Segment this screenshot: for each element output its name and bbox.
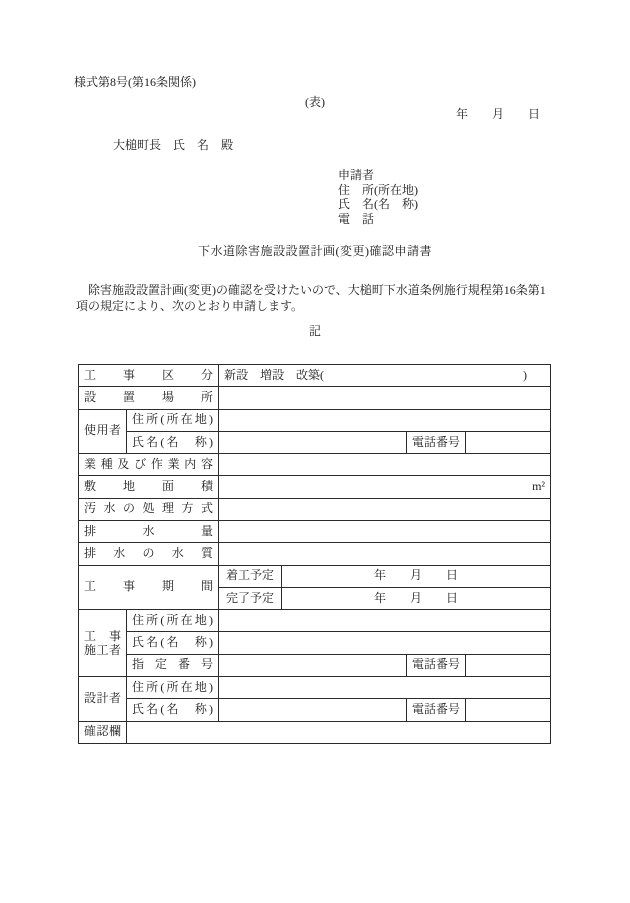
drainage-quality-value-cell: [219, 543, 551, 565]
designer-phone-label: 電話番号: [407, 699, 466, 721]
installation-location-label: 設置場所: [79, 387, 219, 409]
confirmation-label: 確認欄: [79, 721, 127, 744]
designer-name-value-cell: [219, 699, 407, 721]
row-drainage-volume: [79, 520, 551, 542]
designer-phone-value-cell: [466, 699, 551, 721]
sewage-treatment-value-cell: [219, 498, 551, 520]
sewage-treatment-label: 汚水の処理方式: [79, 498, 219, 520]
row-designer-name: [79, 699, 551, 721]
body-line-1: 除害施設設置計画(変更)の確認を受けたいので、大槌町下水道条例施行規程第16条第1: [76, 283, 546, 297]
row-user-address: [79, 409, 551, 431]
user-name-value-cell: [219, 431, 407, 453]
body-line-2: 項の規定により、次のとおり申請します。: [76, 298, 304, 313]
period-end-label: 完了予定: [219, 587, 282, 609]
applicant-block: [338, 168, 418, 226]
applicant-phone-label: 電 話: [338, 211, 375, 226]
contractor-address-label: 住所(所在地): [127, 610, 219, 632]
document-title: 下水道除害施設設置計画(変更)確認申請書: [198, 244, 432, 258]
contractor-name-value-cell: [219, 632, 551, 654]
user-group-label: 使用者: [79, 409, 127, 454]
row-period-start: [79, 565, 551, 587]
confirmation-value-cell: [127, 721, 551, 744]
site-area-label: 敷地面積: [79, 476, 219, 498]
row-site-area: [79, 476, 551, 498]
date-line: 年 月 日: [456, 107, 541, 121]
drainage-quality-label: 排水の水質: [79, 543, 219, 565]
period-start-label: 着工予定: [219, 565, 282, 587]
applicant-name-label: 氏 名(名 称): [338, 197, 418, 212]
applicant-address-label: 住 所(所在地): [338, 182, 418, 197]
construction-period-label: 工事期間: [79, 565, 219, 610]
body-paragraph: [76, 283, 558, 314]
contractor-label-line1: 工事: [84, 629, 121, 644]
contractor-phone-label: 電話番号: [407, 654, 466, 676]
business-and-work-value-cell: [219, 454, 551, 476]
installation-location-value-cell: [219, 387, 551, 409]
row-business-and-work: [79, 454, 551, 476]
row-confirmation: [79, 721, 551, 744]
designer-address-label: 住所(所在地): [127, 676, 219, 698]
application-table: [78, 364, 551, 744]
user-address-value-cell: [219, 409, 551, 431]
applicant-title: 申請者: [338, 168, 375, 182]
row-work-category: [79, 365, 551, 387]
work-category-options: 新設 増設 改築(: [224, 367, 325, 382]
designer-name-label: 氏名(名 称): [127, 699, 219, 721]
contractor-designation-number-label: 指定番号: [127, 654, 219, 676]
user-phone-value-cell: [466, 431, 551, 453]
contractor-name-label: 氏名(名 称): [127, 632, 219, 654]
contractor-designation-number-value-cell: [219, 654, 407, 676]
contractor-group-label: [79, 610, 127, 677]
row-drainage-quality: [79, 543, 551, 565]
user-address-label: 住所(所在地): [127, 409, 219, 431]
row-contractor-name: [79, 632, 551, 654]
addressee-line: 大槌町長 氏 名 殿: [113, 138, 234, 152]
work-category-value-cell: [219, 365, 551, 387]
row-installation-location: [79, 387, 551, 409]
row-contractor-designation-number: [79, 654, 551, 676]
site-area-unit: m²: [532, 479, 546, 494]
contractor-phone-value-cell: [466, 654, 551, 676]
user-phone-label: 電話番号: [407, 431, 466, 453]
business-and-work-label: 業種及び作業内容: [79, 454, 219, 476]
work-category-label: 工事区分: [79, 365, 219, 387]
drainage-volume-value-cell: [219, 520, 551, 542]
site-area-value-cell: [219, 476, 551, 498]
row-contractor-address: [79, 610, 551, 632]
row-user-name: [79, 431, 551, 453]
record-heading: 記: [308, 324, 321, 338]
user-name-label: 氏名(名 称): [127, 431, 219, 453]
contractor-address-value-cell: [219, 610, 551, 632]
row-designer-address: [79, 676, 551, 698]
period-start-date-cell: 年 月 日: [282, 565, 551, 587]
contractor-label-line2: 施工者: [84, 643, 121, 658]
designer-address-value-cell: [219, 676, 551, 698]
period-end-date-cell: 年 月 日: [282, 587, 551, 609]
work-category-close-paren: ): [523, 367, 528, 382]
sheet-side-label: (表): [305, 95, 325, 109]
drainage-volume-label: 排水量: [79, 520, 219, 542]
form-number: 様式第8号(第16条関係): [74, 75, 196, 89]
designer-group-label: 設計者: [79, 676, 127, 721]
row-sewage-treatment: [79, 498, 551, 520]
